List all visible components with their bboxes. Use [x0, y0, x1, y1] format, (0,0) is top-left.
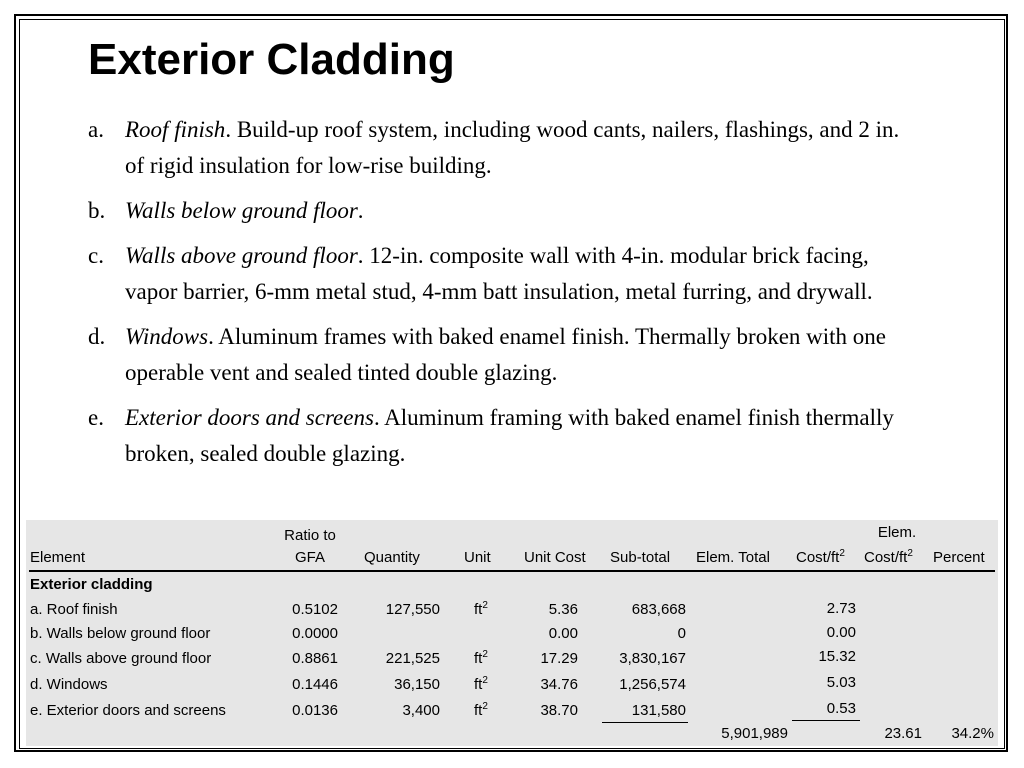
item-letter: c. — [88, 243, 104, 268]
item-letter: d. — [88, 324, 106, 349]
total-percent: 34.2% — [951, 725, 994, 742]
header-percent: Percent — [933, 549, 985, 566]
list-item — [88, 319, 918, 391]
row-ratio: 0.1446 — [292, 676, 338, 693]
item-description: . Aluminum framing with baked enamel finish thermally broken, sealed double glazing. — [125, 405, 894, 466]
cost-table — [26, 520, 998, 746]
item-letter: a. — [88, 117, 104, 142]
item-description: . Build-up roof system, including wood cants, nailers, flashings, and 2 in. of rigid insulation for low-rise building. — [125, 117, 900, 178]
subtotal-rule — [602, 722, 688, 723]
header-ratio-top: Ratio to — [284, 527, 336, 544]
row-element: b. Walls below ground floor — [30, 625, 211, 642]
row-element: a. Roof finish — [30, 601, 118, 618]
row-quantity: 3,400 — [402, 702, 440, 719]
row-sub-total: 1,256,574 — [619, 676, 686, 693]
row-cost-ft2: 0.53 — [826, 700, 856, 717]
total-elem-total: 5,901,989 — [721, 725, 788, 742]
row-cost-ft2: 0.00 — [826, 624, 856, 641]
item-term: Walls above ground floor — [125, 243, 358, 268]
item-term: Exterior doors and screens — [125, 405, 374, 430]
row-element: e. Exterior doors and screens — [30, 702, 226, 719]
item-description: . 12-in. composite wall with 4-in. modular brick facing, vapor barrier, 6-mm metal stud, 4-mm batt insulation, metal furring, and drywall. — [125, 243, 873, 304]
row-sub-total: 683,668 — [631, 601, 686, 618]
list-item — [88, 400, 918, 472]
header-unit-cost: Unit Cost — [524, 549, 586, 566]
row-ratio: 0.5102 — [292, 601, 338, 618]
header-sub-total: Sub-total — [610, 549, 671, 566]
row-sub-total: 3,830,167 — [619, 650, 686, 667]
header-quantity: Quantity — [364, 549, 420, 566]
cost-subtotal-rule — [792, 720, 860, 721]
header-ratio-bottom: GFA — [294, 549, 325, 566]
row-quantity: 36,150 — [394, 676, 440, 693]
row-unit-cost: 0.00 — [548, 625, 578, 642]
item-letter: e. — [88, 405, 104, 430]
item-term: Roof finish — [125, 117, 226, 142]
header-rule — [29, 570, 995, 572]
header-elem-total: Elem. Total — [696, 549, 770, 566]
row-cost-ft2: 15.32 — [818, 648, 856, 665]
row-element: d. Windows — [30, 676, 108, 693]
header-element: Element — [30, 549, 86, 566]
row-unit: $ft^2$ — [474, 701, 488, 719]
item-letter: b. — [88, 198, 106, 223]
item-description: . Aluminum frames with baked enamel finish. Thermally broken with one operable vent and sealed tinted double glazing. — [125, 324, 887, 385]
slide-title: Exterior Cladding — [88, 35, 455, 84]
row-cost-ft2: 5.03 — [826, 674, 856, 691]
row-sub-total: 131,580 — [631, 702, 686, 719]
row-ratio: 0.8861 — [292, 650, 338, 667]
row-ratio: 0.0000 — [292, 625, 338, 642]
total-elem-cost-ft2: 23.61 — [884, 725, 922, 742]
group-label: Exterior cladding — [30, 576, 153, 593]
row-unit-cost: 38.70 — [540, 702, 578, 719]
item-term: Windows — [125, 324, 209, 349]
row-unit-cost: 5.36 — [548, 601, 578, 618]
row-cost-ft2: 2.73 — [826, 600, 856, 617]
row-unit: $ft^2$ — [474, 649, 488, 667]
row-unit: $ft^2$ — [474, 675, 488, 693]
row-quantity: 221,525 — [385, 650, 440, 667]
header-elem-top: Elem. — [877, 524, 917, 541]
item-list — [88, 112, 918, 481]
row-quantity: 127,550 — [385, 601, 440, 618]
header-elem-cost-ft2: Cost/$ft^2$ — [864, 548, 913, 566]
list-item — [88, 112, 918, 184]
header-cost-ft2: Cost/$ft^2$ — [796, 548, 845, 566]
row-element: c. Walls above ground floor — [30, 650, 212, 667]
item-term: Walls below ground floor — [125, 198, 358, 223]
list-item — [88, 238, 918, 310]
row-unit-cost: 34.76 — [540, 676, 578, 693]
row-sub-total: 0 — [677, 625, 686, 642]
item-description: . — [357, 198, 364, 223]
row-unit-cost: 17.29 — [540, 650, 578, 667]
row-ratio: 0.0136 — [292, 702, 338, 719]
row-unit: $ft^2$ — [474, 600, 488, 618]
header-unit: Unit — [464, 549, 491, 566]
list-item — [88, 193, 918, 229]
